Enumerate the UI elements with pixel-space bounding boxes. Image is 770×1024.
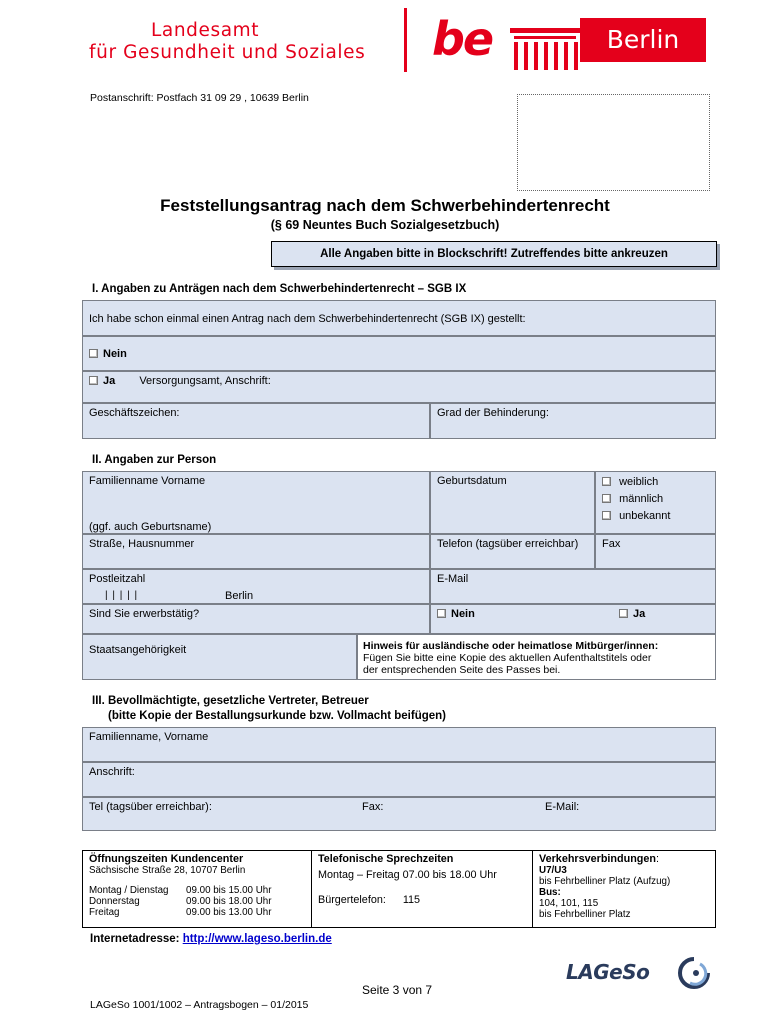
prior-application-yes-row[interactable]	[82, 371, 716, 403]
male-checkbox[interactable]	[602, 494, 611, 503]
foreign-note-title: Hinweis für ausländische oder heimatlose Mitbürger/innen:	[363, 640, 659, 652]
reference-label: Geschäftszeichen:	[89, 407, 180, 419]
citizen-phone-label: Bürgertelefon:	[318, 894, 386, 906]
foreign-citizens-note	[357, 634, 716, 680]
representative-name-label: Familienname, Vorname	[89, 731, 209, 743]
birthdate-field[interactable]	[430, 471, 595, 534]
representative-address-label: Anschrift:	[89, 766, 135, 778]
transport-colon: :	[656, 853, 660, 865]
fax-field[interactable]	[595, 534, 716, 569]
agency-name-line2: für Gesundheit und Soziales	[89, 42, 366, 63]
no-label: Nein	[103, 348, 127, 360]
brandenburg-gate-icon	[508, 26, 582, 72]
hours-row	[89, 896, 305, 907]
employed-no-checkbox[interactable]	[437, 609, 446, 618]
phone-hours-column	[312, 851, 533, 927]
employment-question	[82, 604, 430, 634]
employed-yes-checkbox[interactable]	[619, 609, 628, 618]
representative-phone-label: Tel (tagsüber erreichbar):	[89, 801, 212, 813]
nationality-label: Staatsangehörigkeit	[89, 644, 187, 656]
unknown-checkbox[interactable]	[602, 511, 611, 520]
no-checkbox[interactable]	[89, 349, 98, 358]
email-field[interactable]	[430, 569, 716, 604]
foreign-note-line1: Fügen Sie bitte eine Kopie des aktuellen Aufenthaltstitels oder	[363, 652, 652, 664]
yes-label: Ja	[103, 375, 116, 387]
hours-row	[89, 907, 305, 918]
yes-checkbox[interactable]	[89, 376, 98, 385]
representative-fax-label: Fax:	[362, 801, 384, 813]
employment-options	[430, 604, 716, 634]
ubahn-lines: U7/U3	[539, 865, 567, 876]
postal-address: Postanschrift: Postfach 31 09 29 , 10639 Berlin	[90, 92, 309, 104]
reference-field[interactable]	[82, 403, 430, 439]
postcode-label: Postleitzahl	[89, 573, 146, 585]
hours-time: 09.00 bis 13.00 Uhr	[186, 907, 272, 918]
lageso-emblem-icon	[670, 955, 718, 991]
gender-option-unknown[interactable]	[602, 508, 709, 525]
section-3-subheading: (bitte Kopie der Bestallungsurkunde bzw. Vollmacht beifügen)	[108, 710, 446, 722]
foreign-note-line2: der entsprechenden Seite des Passes bei.	[363, 664, 561, 676]
be-logo: be	[432, 12, 493, 66]
prior-application-question-text: Ich habe schon einmal einen Antrag nach dem Schwerbehindertenrecht (SGB IX) gestellt:	[89, 313, 526, 325]
employment-question-text: Sind Sie erwerbstätig?	[89, 608, 200, 620]
disability-degree-label: Grad der Behinderung:	[437, 407, 549, 419]
city-label: Berlin	[225, 590, 254, 602]
opening-hours-address: Sächsische Straße 28, 10707 Berlin	[89, 865, 246, 876]
bus-label: Bus:	[539, 887, 561, 898]
unknown-label: unbekannt	[619, 510, 671, 522]
form-subtitle: (§ 69 Neuntes Buch Sozialgesetzbuch)	[270, 218, 500, 232]
website-link[interactable]: http://www.lageso.berlin.de	[182, 933, 332, 945]
representative-address-field[interactable]	[82, 762, 716, 797]
prior-application-question	[82, 300, 716, 336]
ubahn-stop: bis Fehrbelliner Platz (Aufzug)	[539, 876, 671, 887]
phone-hours-text: Montag – Freitag 07.00 bis 18.00 Uhr	[318, 869, 497, 881]
internet-address	[90, 933, 332, 945]
internet-label: Internetadresse:	[90, 933, 180, 945]
form-id: LAGeSo 1001/1002 – Antragsbogen – 01/2015	[90, 999, 309, 1011]
female-label: weiblich	[619, 476, 659, 488]
citizen-phone	[318, 895, 526, 906]
hours-time: 09.00 bis 15.00 Uhr	[186, 885, 272, 896]
hours-row	[89, 885, 305, 896]
section-2-heading: II. Angaben zur Person	[92, 454, 217, 466]
hours-day: Freitag	[89, 907, 120, 918]
agency-name-line1: Landesamt	[151, 20, 260, 41]
page-number: Seite 3 von 7	[362, 983, 433, 997]
postcode-field[interactable]	[82, 569, 430, 604]
berlin-logo: Berlin	[580, 18, 706, 62]
prior-application-no-row[interactable]	[82, 336, 716, 371]
representative-contact-row[interactable]	[82, 797, 716, 831]
lageso-logo: LAGeSo	[566, 960, 650, 984]
email-label: E-Mail	[437, 573, 469, 585]
postcode-boxes[interactable]: | | | | |	[105, 590, 139, 601]
hours-day: Donnerstag	[89, 896, 140, 907]
nationality-field[interactable]	[82, 634, 357, 680]
birthdate-label: Geburtsdatum	[437, 475, 507, 487]
bus-stop: bis Fehrbelliner Platz	[539, 909, 631, 920]
address-window[interactable]	[517, 94, 710, 191]
street-field[interactable]	[82, 534, 430, 569]
disability-degree-field[interactable]	[430, 403, 716, 439]
name-label: Familienname Vorname	[89, 475, 206, 487]
employed-yes-option[interactable]	[619, 608, 645, 620]
transport-title: Verkehrsverbindungen	[539, 853, 657, 865]
hours-day: Montag / Dienstag	[89, 885, 169, 896]
employed-no-option[interactable]	[437, 608, 475, 620]
birthname-label: (ggf. auch Geburtsname)	[89, 521, 212, 533]
opening-hours-column	[83, 851, 312, 927]
citizen-phone-number: 115	[402, 894, 421, 906]
hours-time: 09.00 bis 18.00 Uhr	[186, 896, 272, 907]
gender-option-female[interactable]	[602, 474, 709, 491]
section-1-heading: I. Angaben zu Anträgen nach dem Schwerbehindertenrecht – SGB IX	[92, 283, 467, 295]
street-label: Straße, Hausnummer	[89, 538, 195, 550]
transport-column	[533, 851, 715, 927]
opening-hours-title: Öffnungszeiten Kundencenter	[89, 853, 244, 865]
gender-option-male[interactable]	[602, 491, 709, 508]
male-label: männlich	[619, 493, 664, 505]
bus-lines: 104, 101, 115	[539, 898, 599, 909]
office-address-label: Versorgungsamt, Anschrift:	[139, 375, 271, 387]
phone-hours-title: Telefonische Sprechzeiten	[318, 853, 454, 865]
representative-name-field[interactable]	[82, 727, 716, 762]
fax-label: Fax	[602, 538, 621, 550]
contact-info-table	[82, 850, 716, 928]
female-checkbox[interactable]	[602, 477, 611, 486]
blockschrift-notice: Alle Angaben bitte in Blockschrift! Zutreffendes bitte ankreuzen	[271, 241, 717, 267]
form-title: Feststellungsantrag nach dem Schwerbehindertenrecht	[160, 196, 610, 215]
phone-field[interactable]	[430, 534, 595, 569]
phone-label: Telefon (tagsüber erreichbar)	[437, 538, 579, 550]
section-3-heading: III. Bevollmächtigte, gesetzliche Vertreter, Betreuer	[92, 695, 369, 707]
gender-options	[595, 471, 716, 534]
representative-email-label: E-Mail:	[545, 801, 580, 813]
employed-yes-label: Ja	[633, 608, 646, 620]
header-divider	[404, 8, 407, 72]
name-field[interactable]	[82, 471, 430, 534]
employed-no-label: Nein	[451, 608, 475, 620]
